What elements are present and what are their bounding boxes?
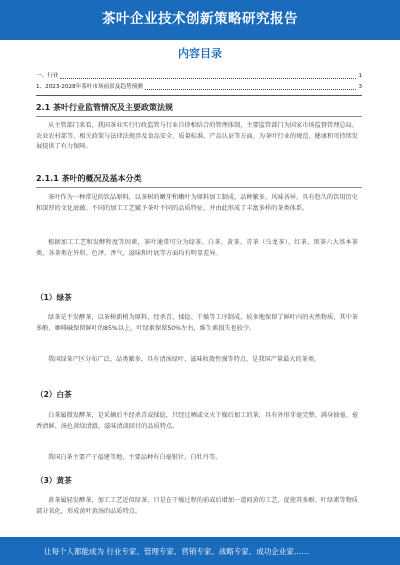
toc-entry-label: 一、行业 xyxy=(36,73,59,79)
tea-heading-green: （1）绿茶 xyxy=(36,293,72,302)
paragraph: 白茶属微发酵茶，是采摘后不经杀青或揉捻，只经过晒或文火干燥后加工的茶，具有外形芽毫完整、满身披毫、毫香清鲜、汤色黄绿清澈、滋味清淡回甘的品质特点。 xyxy=(36,412,358,430)
toc-entry[interactable] xyxy=(36,72,362,81)
section-divider xyxy=(36,116,362,117)
paragraph: 黄茶属轻发酵茶，加工工艺近似绿茶，只是在干燥过程的前或后增加一道闷黄的工艺，促使其多酚、叶绿素等物质部分氧化，形成黄叶黄汤的品质特点。 xyxy=(36,497,358,515)
report-title: 茶叶企业技术创新策略研究报告 xyxy=(102,11,298,27)
paragraph: 我国白茶主要产于福建等地，主要品种有白毫银针、白牡丹等。 xyxy=(48,454,222,461)
paragraph: 茶叶作为一种常见的饮品原料，以茶树的嫩芽和嫩叶为原料加工制成，品种繁多，风味各异，具有悠久的饮用历史和深厚的文化底蕴。不同的加工工艺赋予茶叶不同的品质特征，并由此形成了丰富多样的茶类体系。 xyxy=(36,194,358,212)
tea-heading-white: （2）白茶 xyxy=(36,390,72,399)
toc-entry-page: 1 xyxy=(358,73,362,79)
toc-divider xyxy=(36,95,362,96)
paragraph: 我国绿茶产区分布广泛，品类繁多，具有清汤绿叶、滋味收敛性强等特点，是我国产量最大的茶类。 xyxy=(48,356,321,363)
subsection-title: 2.1.1 茶叶的概况及基本分类 xyxy=(36,174,142,183)
footer-bar xyxy=(0,537,400,565)
toc-entry[interactable] xyxy=(36,83,362,92)
toc-entry-label: 1、2023-2028年茶叶市场前景及趋势预测 xyxy=(36,84,143,90)
section-divider xyxy=(36,187,362,188)
paragraph: 绿茶是不发酵茶，以茶树新梢为原料，经杀青、揉捻、干燥等工序制成，较多地保留了鲜叶内的天然物质，其中茶多酚、咖啡碱保留鲜叶的85%以上，叶绿素保留50%左右，维生素损失也较少。 xyxy=(36,314,358,332)
paragraph: 根据加工工艺和发酵程度等因素，茶叶通常可分为绿茶、白茶、黄茶、青茶（乌龙茶）、红茶、黑茶六大基本茶类，各茶类在外形、色泽、香气、滋味和叶底等方面均有明显差异。 xyxy=(36,239,358,257)
toc-leader xyxy=(60,78,356,79)
section-title: 2.1 茶叶行业监管情况及主要政策法规 xyxy=(36,103,173,112)
header-bar xyxy=(0,0,400,40)
paragraph: 从主管部门来看，我国茶业实行行政监管与行业自律相结合的管理体制，主要监管部门为国家市场监督管理总局、农业农村部等，相关政策与法律法规涉及食品安全、质量标准、产品认证等方面，为茶叶行业的规范、健康和可持续发展提供了有力保障。 xyxy=(36,122,358,151)
toc-leader xyxy=(145,89,357,90)
toc-title: 内容目录 xyxy=(178,47,222,60)
tea-heading-yellow: （3）黄茶 xyxy=(36,476,72,485)
toc-entry-page: 3 xyxy=(358,84,362,90)
footer-slogan: 让每个人都能成为 行业专家、管理专家、营销专家、战略专家、成功企业家…… xyxy=(44,547,309,556)
